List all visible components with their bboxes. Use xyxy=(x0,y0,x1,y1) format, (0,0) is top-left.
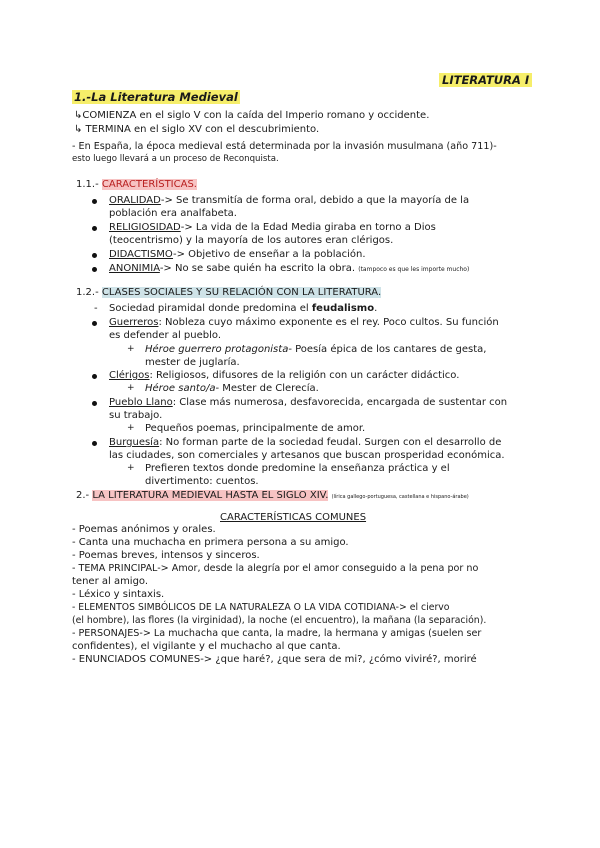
guerreros-text: : Nobleza cuyo máximo exponente es el rey. Poco cultos. Su función xyxy=(158,317,499,328)
characteristic-religiosidad xyxy=(109,221,436,234)
burguesia-subpoint-cont: divertimento: cuentos. xyxy=(145,476,259,487)
feudal-text-a: Sociedad piramidal donde predomina el xyxy=(109,303,312,314)
didactismo-text: -> Objetivo de enseñar a la población. xyxy=(173,249,366,260)
common-line: - Léxico y sintaxis. xyxy=(72,589,165,600)
end-arrow-line: ↳ TERMINA en el siglo XV con el descubrimiento. xyxy=(74,124,320,135)
subsection-1-2-heading xyxy=(76,286,381,299)
burguesia-subpoint: Prefieren textos donde predomine la enseñanza práctica y el xyxy=(145,463,450,474)
term-guerreros: Guerreros xyxy=(109,317,159,328)
class-burguesia xyxy=(109,436,501,449)
section-1-title: 1.-La Literatura Medieval xyxy=(74,90,238,104)
bullet-icon xyxy=(92,321,97,326)
term-anonimia: ANONIMIA xyxy=(109,263,160,274)
subsection-1-1-number: 1.1.- xyxy=(76,179,99,190)
heroe-santo: Héroe santo/a xyxy=(145,383,216,394)
guerreros-subpoint xyxy=(145,343,486,356)
clerigos-subpoint xyxy=(145,382,319,395)
clerigos-sub-text: - Mester de Clerecía. xyxy=(215,383,319,394)
feudal-text-c: . xyxy=(374,303,378,314)
bullet-icon xyxy=(92,267,97,272)
common-line: - ELEMENTOS SIMBÓLICOS DE LA NATURALEZA O LA VIDA COTIDIANA-> el ciervo xyxy=(72,602,450,613)
common-line: - Poemas breves, intensos y sinceros. xyxy=(72,550,260,561)
start-arrow-line: ↳COMIENZA en el siglo V con la caída del Imperio romano y occidente. xyxy=(74,110,430,121)
section-2-heading xyxy=(76,489,469,504)
plus-marker: + xyxy=(127,423,135,433)
intro-line-2: esto luego llevará a un proceso de Reconquista. xyxy=(72,154,279,164)
feudal-society-line xyxy=(109,302,377,315)
term-clerigos: Clérigos xyxy=(109,370,150,381)
pueblo-text-cont: su trabajo. xyxy=(109,410,163,421)
subsection-1-2-title: CLASES SOCIALES Y SU RELACIÓN CON LA LITERATURA. xyxy=(101,287,382,298)
common-line: - Poemas anónimos y orales. xyxy=(72,524,216,535)
oralidad-text: -> Se transmitía de forma oral, debido a que la mayoría de la xyxy=(160,195,470,206)
class-clerigos xyxy=(109,369,459,382)
characteristic-didactismo xyxy=(109,248,366,261)
common-line: tener al amigo. xyxy=(72,576,149,587)
bullet-icon xyxy=(92,199,97,204)
common-line: - ENUNCIADOS COMUNES-> ¿que haré?, ¿que sera de mi?, ¿cómo viviré?, moriré xyxy=(72,654,477,665)
guerreros-sub-cont: mester de juglaría. xyxy=(145,357,240,368)
class-guerreros xyxy=(109,316,499,329)
bullet-icon xyxy=(92,226,97,231)
common-line: - PERSONAJES-> La muchacha que canta, la madre, la hermana y amigas (suelen ser xyxy=(72,628,482,639)
term-burguesia: Burguesía xyxy=(109,437,160,448)
subsection-1-2-number: 1.2.- xyxy=(76,287,99,298)
common-line: confidentes), el vigilante y el muchacho al que canta. xyxy=(72,641,341,652)
characteristic-anonimia xyxy=(109,262,469,276)
bullet-icon xyxy=(92,401,97,406)
guerreros-text-cont: es defender al pueblo. xyxy=(109,330,222,341)
guerreros-sub-text: - Poesía épica de los cantares de gesta, xyxy=(288,344,487,355)
dash-marker: - xyxy=(94,303,98,314)
term-didactismo: DIDACTISMO xyxy=(109,249,174,260)
plus-marker: + xyxy=(127,344,135,354)
burguesia-text-cont: las ciudades, son comerciales y artesanos que buscan prosperidad económica. xyxy=(109,450,505,461)
subsection-1-1-heading xyxy=(76,178,197,191)
term-oralidad: ORALIDAD xyxy=(109,195,161,206)
feudal-keyword: feudalismo xyxy=(311,303,375,314)
term-religiosidad: RELIGIOSIDAD xyxy=(109,222,181,233)
intro-line-1: - En España, la época medieval está determinada por la invasión musulmana (año 711)- xyxy=(72,141,497,152)
pueblo-subpoint: Pequeños poemas, principalmente de amor. xyxy=(145,423,366,434)
subsection-1-1-title: CARACTERÍSTICAS. xyxy=(101,179,197,190)
section-2-number: 2.- xyxy=(76,490,90,501)
common-characteristics-title: CARACTERÍSTICAS COMUNES xyxy=(220,512,367,523)
oralidad-text-cont: población era analfabeta. xyxy=(109,208,237,219)
section-2-title: LA LITERATURA MEDIEVAL HASTA EL SIGLO XIV. xyxy=(92,490,329,501)
clerigos-text: : Religiosos, difusores de la religión con un carácter didáctico. xyxy=(149,370,460,381)
plus-marker: + xyxy=(127,463,135,473)
bullet-icon xyxy=(92,374,97,379)
plus-marker: + xyxy=(127,383,135,393)
religiosidad-text: -> La vida de la Edad Media giraba en torno a Dios xyxy=(180,222,436,233)
section-2-note: (lírica gallego-portuguesa, castellana e hispano-árabe) xyxy=(331,494,469,500)
common-line: - Canta una muchacha en primera persona a su amigo. xyxy=(72,537,349,548)
class-pueblo-llano xyxy=(109,396,507,409)
common-line: (el hombre), las flores (la virginidad), la noche (el encuentro), la mañana (la separación). xyxy=(72,615,487,626)
pueblo-text: : Clase más numerosa, desfavorecida, encargada de sustentar con xyxy=(172,397,508,408)
anonimia-text: -> No se sabe quién ha escrito la obra. xyxy=(159,263,356,274)
document-header-badge: LITERATURA I xyxy=(439,73,532,87)
characteristic-oralidad xyxy=(109,194,469,207)
religiosidad-text-cont: (teocentrismo) y la mayoría de los autores eran clérigos. xyxy=(109,235,394,246)
bullet-icon xyxy=(92,253,97,258)
heroe-guerrero: Héroe guerrero protagonista xyxy=(145,344,289,355)
burguesia-text: : No forman parte de la sociedad feudal. Surgen con el desarrollo de xyxy=(159,437,502,448)
anonimia-note: (tampoco es que les importe mucho) xyxy=(358,266,470,273)
term-pueblo-llano: Pueblo Llano xyxy=(109,397,173,408)
bullet-icon xyxy=(92,441,97,446)
common-line: - TEMA PRINCIPAL-> Amor, desde la alegría por el amor conseguido a la pena por no xyxy=(72,563,479,574)
